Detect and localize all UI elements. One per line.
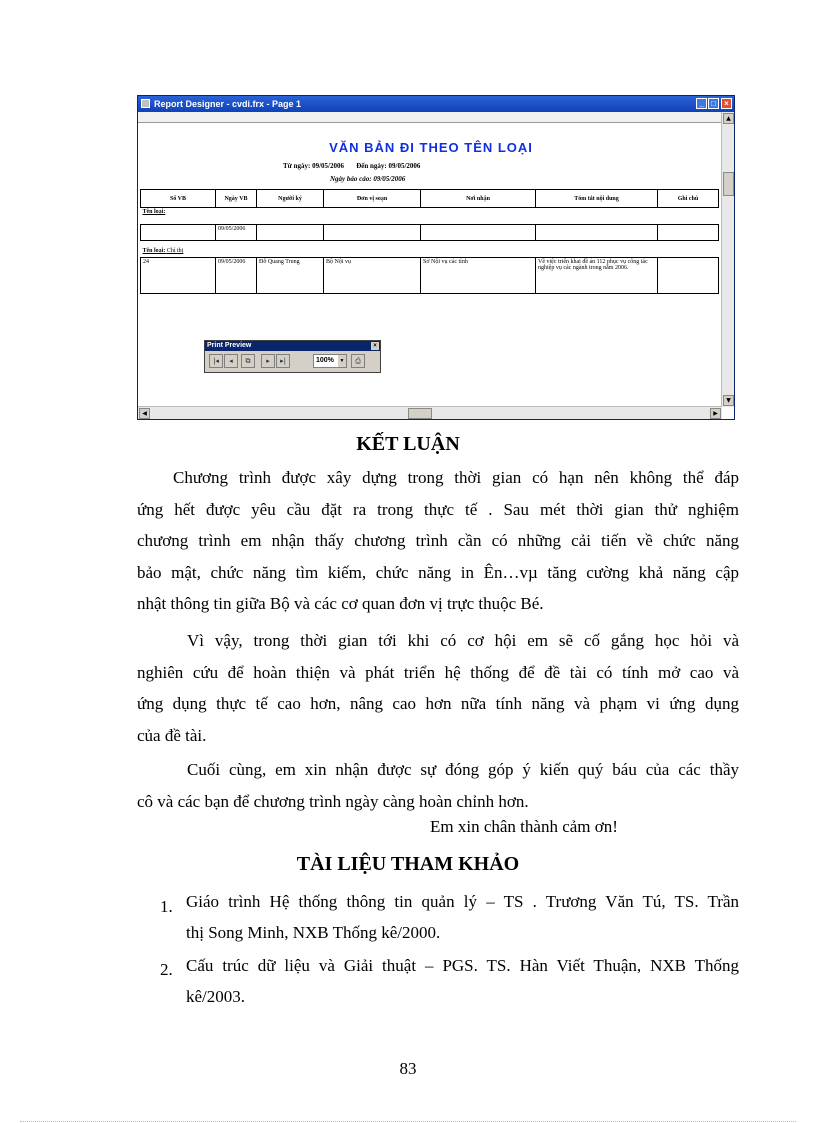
vertical-scrollbar[interactable] (721, 112, 734, 407)
group-value: Chỉ thị (166, 248, 184, 254)
column-header: Nơi nhận (421, 190, 536, 208)
text-line: kê/2003. (186, 987, 246, 1006)
last-page-icon[interactable]: ▸| (276, 354, 290, 368)
text-line: ứng hết được yêu cầu đặt ra trong thực tế . Sau mét thời gian thử nghiệm (137, 499, 739, 519)
text-line: Cấu trúc dữ liệu và Giải thuật – PGS. TS. Hàn Viết Thuận, NXB Thống (186, 956, 739, 975)
text-line: ứng dụng thực tế cao hơn, nâng cao hơn nữa tính năng và phạm vi ứng dụng (137, 694, 739, 713)
close-icon[interactable]: × (371, 342, 379, 350)
window-title: Report Designer - cvdi.frx - Page 1 (154, 99, 302, 109)
scroll-right-icon[interactable]: ▶ (710, 408, 721, 419)
previous-page-icon[interactable]: ◂ (224, 354, 238, 368)
next-page-icon[interactable]: ▸ (261, 354, 275, 368)
report-date (330, 175, 405, 183)
text-line: nghiên cứu để hoàn thiện và phát triển hệ thống để đề tài có tính mở cao và (137, 662, 739, 682)
thanks-line: Em xin chân thành cảm ơn! (430, 817, 618, 836)
text-line: bảo mật, chức năng tìm kiếm, chức năng in Ên…vµ tăng cường khả năng cập (137, 562, 739, 582)
table-cell (536, 225, 658, 241)
column-header: Tóm tắt nội dung (536, 190, 658, 208)
column-header: Ngày VB (216, 190, 257, 208)
group-label: Tên loại: (142, 248, 166, 254)
print-preview-toolbar[interactable] (204, 340, 381, 373)
first-page-icon[interactable]: |◂ (209, 354, 223, 368)
table-cell (141, 225, 216, 241)
table-cell (324, 225, 421, 241)
conclusion-paragraph-2 (137, 625, 739, 751)
to-label: Đến ngày: (356, 162, 387, 170)
table-cell (658, 258, 719, 294)
table-cell: 09/05/2006 (216, 225, 257, 241)
window-title-bar (138, 96, 734, 112)
vertical-scroll-thumb[interactable] (723, 172, 734, 196)
text-line: Cuối cùng, em xin nhận được sự đóng góp ý kiến quý báu của các thầy (187, 760, 739, 779)
text-line: thị Song Minh, NXB Thống kê/2000. (186, 923, 441, 942)
scroll-down-icon[interactable]: ▼ (723, 395, 734, 406)
ruler (138, 112, 722, 123)
column-header: Số VB (141, 190, 216, 208)
table-cell: Đỗ Quang Trung (257, 258, 324, 294)
from-label: Từ ngày: (283, 162, 311, 170)
text-line: chương trình em nhận thấy chương trình cần có những cải tiến về chức năng (137, 531, 739, 550)
print-preview-title: Print Preview (207, 342, 252, 349)
reference-number: 1. (160, 897, 173, 916)
column-header: Người ký (257, 190, 324, 208)
group-label: Tên loại: (142, 209, 166, 215)
report-table (140, 189, 719, 294)
reference-item (186, 886, 739, 948)
zoom-value: 100% (316, 357, 334, 364)
references-heading: TÀI LIỆU THAM KHẢO (296, 853, 520, 875)
report-title: VĂN BẢN ĐI THEO TÊN LOẠI (329, 140, 533, 155)
report-designer-window (137, 95, 735, 420)
text-line: Chương trình được xây dựng trong thời gian có hạn nên không thể đáp (173, 468, 739, 487)
table-row (141, 258, 719, 294)
text-line: Giáo trình Hệ thống thông tin quản lý – TS . Trương Văn Tú, TS. Trần (186, 892, 739, 911)
table-cell: Bộ Nội vụ (324, 258, 421, 294)
text-line: nhật thông tin giữa Bộ và các cơ quan đơn vị trực thuộc Bé. (137, 594, 544, 613)
maximize-icon[interactable]: □ (708, 98, 719, 109)
reference-item (186, 950, 739, 1012)
report-date-label: Ngày báo cáo: (330, 175, 372, 183)
go-to-page-icon[interactable]: ⧉ (241, 354, 255, 368)
chevron-down-icon[interactable]: ▼ (338, 355, 346, 367)
horizontal-scroll-thumb[interactable] (408, 408, 432, 419)
print-icon[interactable]: ⎙ (351, 354, 365, 368)
from-value: 09/05/2006 (312, 162, 344, 170)
close-icon[interactable]: × (721, 98, 732, 109)
text-line: Vì vậy, trong thời gian tới khi có cơ hội em sẽ cố gắng học hỏi và (187, 631, 739, 650)
text-line: cô và các bạn để chương trình ngày càng hoàn chỉnh hơn. (137, 791, 529, 811)
table-row (141, 225, 719, 241)
group-row (141, 208, 719, 219)
minimize-icon[interactable]: _ (696, 98, 707, 109)
report-date-value: 09/05/2006 (373, 175, 406, 183)
table-cell (658, 225, 719, 241)
table-cell (421, 225, 536, 241)
conclusion-paragraph-1 (137, 462, 739, 620)
to-value: 09/05/2006 (388, 162, 421, 170)
reference-number: 2. (160, 960, 173, 979)
page-number: 83 (399, 1059, 417, 1078)
conclusion-heading: KẾT LUẬN (356, 433, 460, 455)
column-header: Đơn vị soạn (324, 190, 421, 208)
table-header-row (141, 190, 719, 208)
column-header: Ghi chú (658, 190, 719, 208)
scroll-up-icon[interactable]: ▲ (723, 113, 734, 124)
table-cell: Về việc triển khai đề án 112 phục vụ công tác nghiệp vụ các ngành trong năm 2006. (536, 258, 658, 294)
page-divider (20, 1121, 796, 1122)
table-cell: 24 (141, 258, 216, 294)
table-cell: 09/05/2006 (216, 258, 257, 294)
print-preview-title-bar[interactable] (205, 341, 380, 351)
conclusion-paragraph-3 (137, 754, 739, 817)
text-line: của đề tài. (137, 725, 207, 745)
horizontal-scrollbar[interactable] (138, 406, 722, 419)
zoom-select[interactable] (313, 354, 347, 368)
date-range (283, 162, 420, 170)
table-cell: Sở Nội vụ các tỉnh (421, 258, 536, 294)
table-cell (257, 225, 324, 241)
group-row (141, 247, 719, 258)
scroll-left-icon[interactable]: ◀ (139, 408, 150, 419)
app-icon (141, 99, 150, 108)
